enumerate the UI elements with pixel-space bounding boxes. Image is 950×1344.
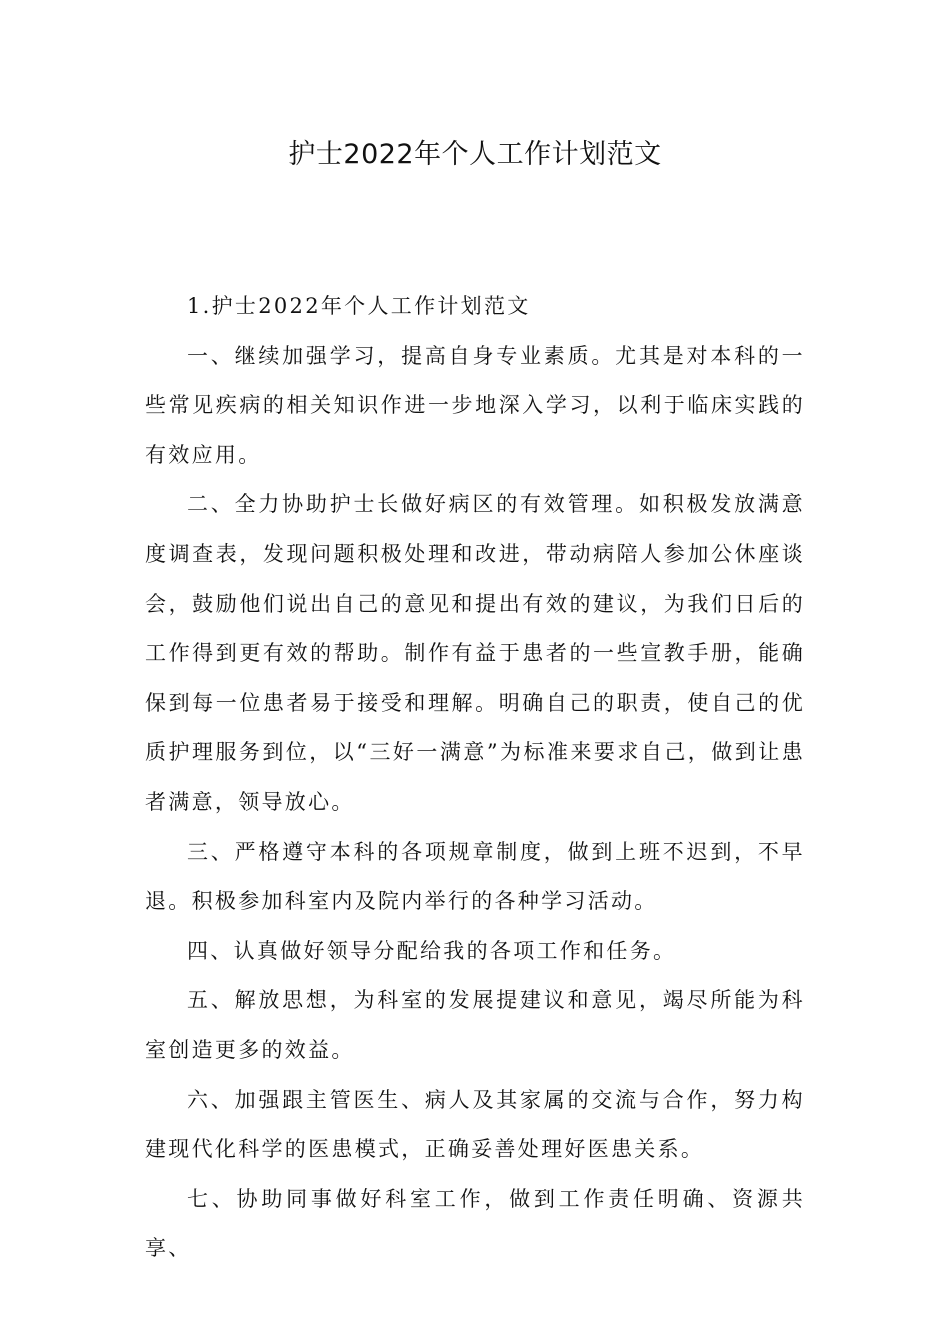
paragraph-item-4: 四、认真做好领导分配给我的各项工作和任务。 [187,938,677,963]
paragraph-heading: 1.护士2022年个人工作计划范文 [187,294,531,318]
paragraph-item-3: 三、严格遵守本科的各项规章制度，做到上班不迟到，不早退。积极参加科室内及院内举行的各种学习活动。 [145,839,805,914]
paragraph-item-5: 五、解放思想，为科室的发展提建议和意见，竭尽所能为科室创造更多的效益。 [145,988,805,1062]
document-title: 护士2022年个人工作计划范文 [288,139,662,170]
document-body [145,282,805,1274]
paragraph-item-7: 七、协助同事做好科室工作，做到工作责任明确、资源共享、 [145,1186,805,1261]
paragraph-item-1: 一、继续加强学习，提高自身专业素质。尤其是对本科的一些常见疾病的相关知识作进一步地深入学习，以利于临床实践的有效应用。 [145,343,805,467]
paragraph-item-6: 六、加强跟主管医生、病人及其家属的交流与合作，努力构建现代化科学的医患模式，正确妥善处理好医患关系。 [145,1087,805,1162]
paragraph-item-2: 二、全力协助护士长做好病区的有效管理。如积极发放满意度调查表，发现问题积极处理和改进，带动病陪人参加公休座谈会，鼓励他们说出自己的意见和提出有效的建议，为我们日后的工作得到更有效的帮助。制作有益于患者的一些宣教手册，能确保到每一位患者易于接受和理解。明确自己的职责，使自己的优质护理服务到位，以“三好一满意”为标准来要求自己，做到让患者满意，领导放心。 [145,492,805,814]
